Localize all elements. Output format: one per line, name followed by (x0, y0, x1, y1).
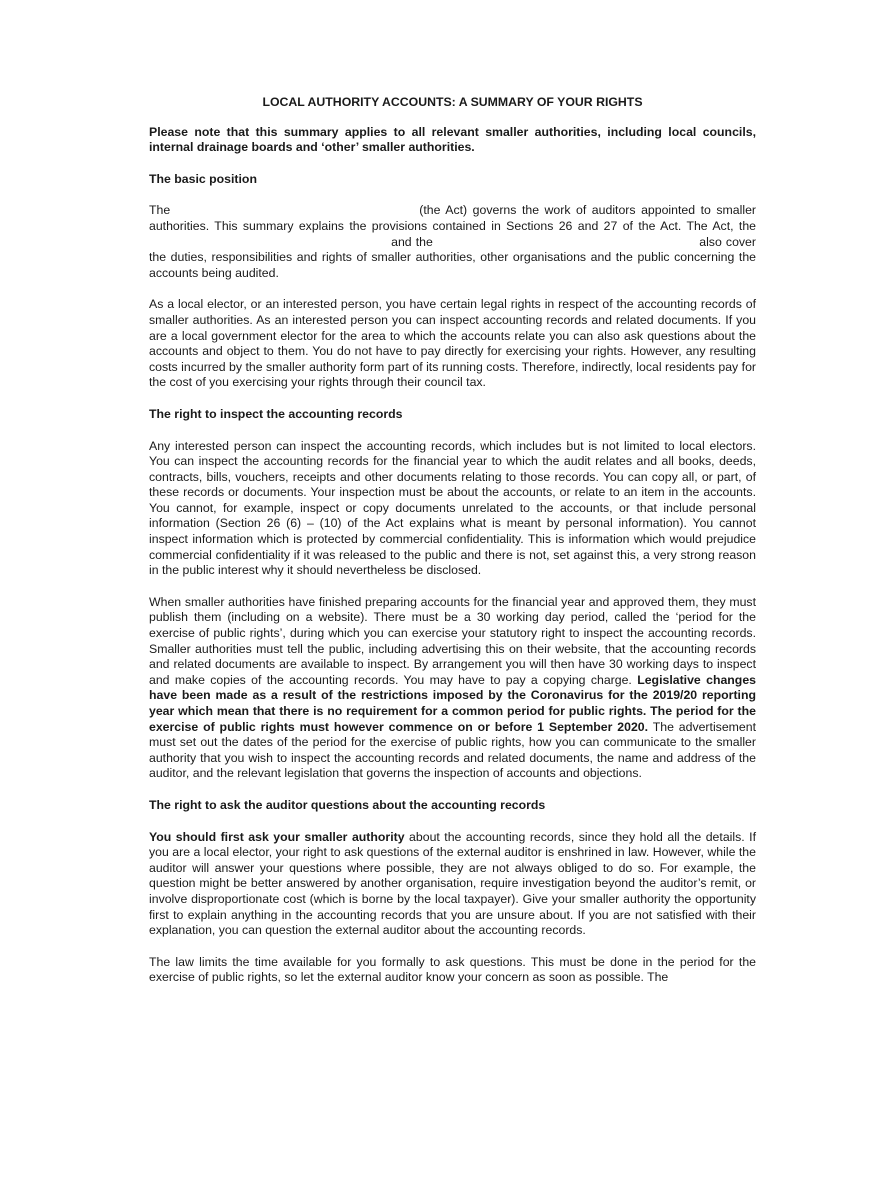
paragraph-ask-1 (149, 830, 756, 939)
heading-ask: The right to ask the auditor questions about the accounting records (149, 797, 546, 812)
text-segment: (the Act) governs the work of auditors appointed to smaller authorities. This summary explains the provisions contained in Sections 26 and 27 of the Act. The Act, the (149, 203, 757, 233)
heading-inspect: The right to inspect the accounting records (149, 406, 403, 421)
text-segment: about the accounting records, since they hold all the details. If you are a local elector, your right to ask questions of the external auditor is enshrined in law. However, while the auditor will answer your questions where possible, they are not always obliged to do so. For example, the question might be better answered by another organisation, require investigation beyond the auditor’s remit, or involve disproportionate cost (which is borne by the local taxpayer). Give your smaller authority the opportunity first to explain anything in the accounting records that you are unsure about. If you are not satisfied with their explanation, you can question the external auditor about the accounting records. (149, 829, 756, 938)
bold-text-segment: You should first ask your smaller authority (149, 829, 405, 844)
text-segment: The advertisement must set out the dates of the period for the exercise of public rights, how you can communicate to the smaller authority that you wish to inspect the accounting records and related documents, the name and address of the auditor, and the relevant legislation that governs the inspection of accounts and objections. (149, 719, 756, 781)
text-segment: When smaller authorities have finished preparing accounts for the financial year and approved them, they must publish them (including on a website). There must be a 30 working day period, called the ‘period for the exercise of public rights’, during which you can exercise your statutory right to inspect the accounting records. Smaller authorities must tell the public, including advertising this on their website, that the accounting records and related documents are available to inspect. By arrangement you will then have 30 working days to inspect and make copies of the accounting records. You may have to pay a copying charge. (149, 594, 756, 687)
page-title: LOCAL AUTHORITY ACCOUNTS: A SUMMARY OF YOUR RIGHTS (262, 95, 643, 109)
paragraph-basic-position-1 (149, 203, 756, 281)
paragraph-ask-2: The law limits the time available for you formally to ask questions. This must be done in the period for the exercise of public rights, so let the external auditor know your concern as soon as possible. The (149, 954, 756, 985)
paragraph-inspect-1: Any interested person can inspect the accounting records, which includes but is not limited to local electors. You can inspect the accounting records for the financial year to which the audit relates and all books, deeds, contracts, bills, vouchers, receipts and other documents relating to those records. You can copy all, or part, of these records or documents. Your inspection must be about the accounts, or relate to an item in the accounts. You cannot, for example, inspect or copy documents unrelated to the accounts, or that include personal information (Section 26 (6) – (10) of the Act explains what is meant by personal information). You cannot inspect information which is protected by commercial confidentiality. This is information which would prejudice commercial confidentiality if it was released to the public and there is not, set against this, a very strong reason in the public interest why it should nevertheless be disclosed. (149, 438, 756, 578)
text-segment: and the (391, 234, 433, 249)
paragraph-basic-position-2: As a local elector, or an interested person, you have certain legal rights in respect of the accounting records of smaller authorities. As an interested person you can inspect accounting records and related documents. If you are a local government elector for the area to which the accounts relate you can also ask questions about the accounts and object to them. You do not have to pay directly for exercising your rights. However, any resulting costs incurred by the smaller authority form part of its running costs. Therefore, indirectly, local residents pay for the cost of you exercising your rights through their council tax. (149, 297, 756, 390)
text-segment: The (149, 203, 171, 218)
bold-text-segment: Legislative changes have been made as a result of the restrictions imposed by the Coronavirus for the 2019/20 reporting year which mean that there is no requirement for a common period for public rights. The period for the exercise of public rights must however commence on or before 1 September 2020. (149, 672, 756, 734)
document-page (149, 95, 756, 1002)
heading-basic-position: The basic position (149, 171, 257, 186)
intro-note: Please note that this summary applies to all relevant smaller authorities, including local councils, internal drainage boards and ‘other’ smaller authorities. (149, 124, 756, 155)
text-segment: also cover the duties, responsibilities and rights of smaller authorities, other organisations and the public concerning the accounts being audited. (149, 234, 756, 280)
paragraph-inspect-2 (149, 595, 756, 782)
